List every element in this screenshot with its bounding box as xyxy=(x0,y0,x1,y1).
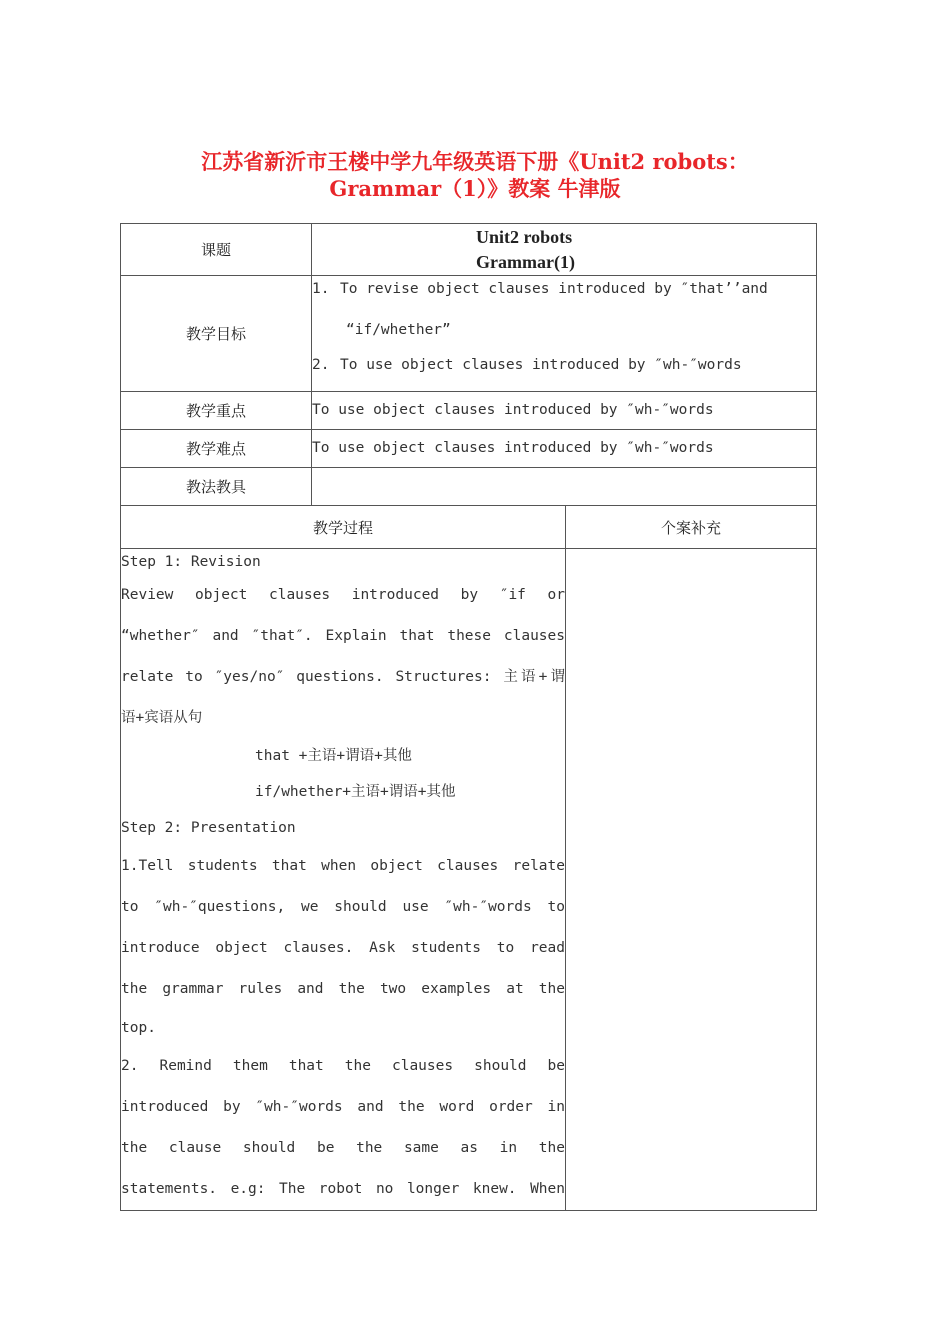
key-points-value: To use object clauses introduced by ″wh-″words xyxy=(312,392,817,430)
step2-line: the clause should be the same as in the xyxy=(121,1140,565,1156)
step2-heading: Step 2: Presentation xyxy=(121,820,296,836)
method-value xyxy=(312,468,817,506)
difficulty-row xyxy=(121,430,817,468)
goals-row xyxy=(121,276,817,392)
key-points-label: 教学重点 xyxy=(121,392,312,430)
structure-line: if/whether+主语+谓语+其他 xyxy=(255,784,456,800)
topic-label: 课题 xyxy=(121,224,312,276)
step2-line: statements. e.g: The robot no longer knew. When xyxy=(121,1181,565,1197)
goal-item: 2. To use object clauses introduced by ″wh-″words xyxy=(312,357,742,373)
step2-line: 1.Tell students that when object clauses relate xyxy=(121,858,565,874)
structure-line: that +主语+谓语+其他 xyxy=(255,748,412,764)
step2-line: top. xyxy=(121,1020,156,1036)
step1-heading: Step 1: Revision xyxy=(121,554,261,570)
goal-item-continued: “if/whether” xyxy=(346,322,451,338)
title-line-2: Grammar（1）》教案 牛津版 xyxy=(329,176,621,201)
topic-value xyxy=(312,224,817,276)
difficulty-label: 教学难点 xyxy=(121,430,312,468)
goals-value xyxy=(312,276,817,392)
step1-line: Review object clauses introduced by ″if or xyxy=(121,587,565,603)
process-table xyxy=(120,505,817,1211)
key-points-row xyxy=(121,392,817,430)
goal-item: 1. To revise object clauses introduced by ″that’’and xyxy=(312,281,768,297)
step1-line: “whether″ and ″that″. Explain that these clauses xyxy=(121,628,565,644)
process-body-row xyxy=(121,549,817,1211)
supplement-label: 个案补充 xyxy=(566,506,817,549)
lesson-info-table xyxy=(120,223,817,506)
goals-label: 教学目标 xyxy=(121,276,312,392)
title-line-1: 江苏省新沂市王楼中学九年级英语下册《Unit2 robots： xyxy=(201,149,749,174)
step2-line: the grammar rules and the two examples at the xyxy=(121,981,565,997)
topic-row xyxy=(121,224,817,276)
step2-line: introduced by ″wh-″words and the word order in xyxy=(121,1099,565,1115)
process-label: 教学过程 xyxy=(121,506,566,549)
process-content xyxy=(121,549,566,1211)
method-label: 教法教具 xyxy=(121,468,312,506)
document-title xyxy=(120,148,830,202)
process-header-row xyxy=(121,506,817,549)
step2-line: 2. Remind them that the clauses should be xyxy=(121,1058,565,1074)
supplement-content xyxy=(566,549,817,1211)
step1-line: relate to ″yes/no″ questions. Structures: 主语+谓 xyxy=(121,669,565,685)
difficulty-value: To use object clauses introduced by ″wh-″words xyxy=(312,430,817,468)
method-row xyxy=(121,468,817,506)
step1-line: 语+宾语从句 xyxy=(121,710,203,726)
step2-line: to ″wh-″questions, we should use ″wh-″words to xyxy=(121,899,565,915)
topic-value-line-1: Unit2 robots xyxy=(476,227,573,247)
step2-line: introduce object clauses. Ask students to read xyxy=(121,940,565,956)
topic-value-line-2: Grammar(1) xyxy=(476,252,575,272)
